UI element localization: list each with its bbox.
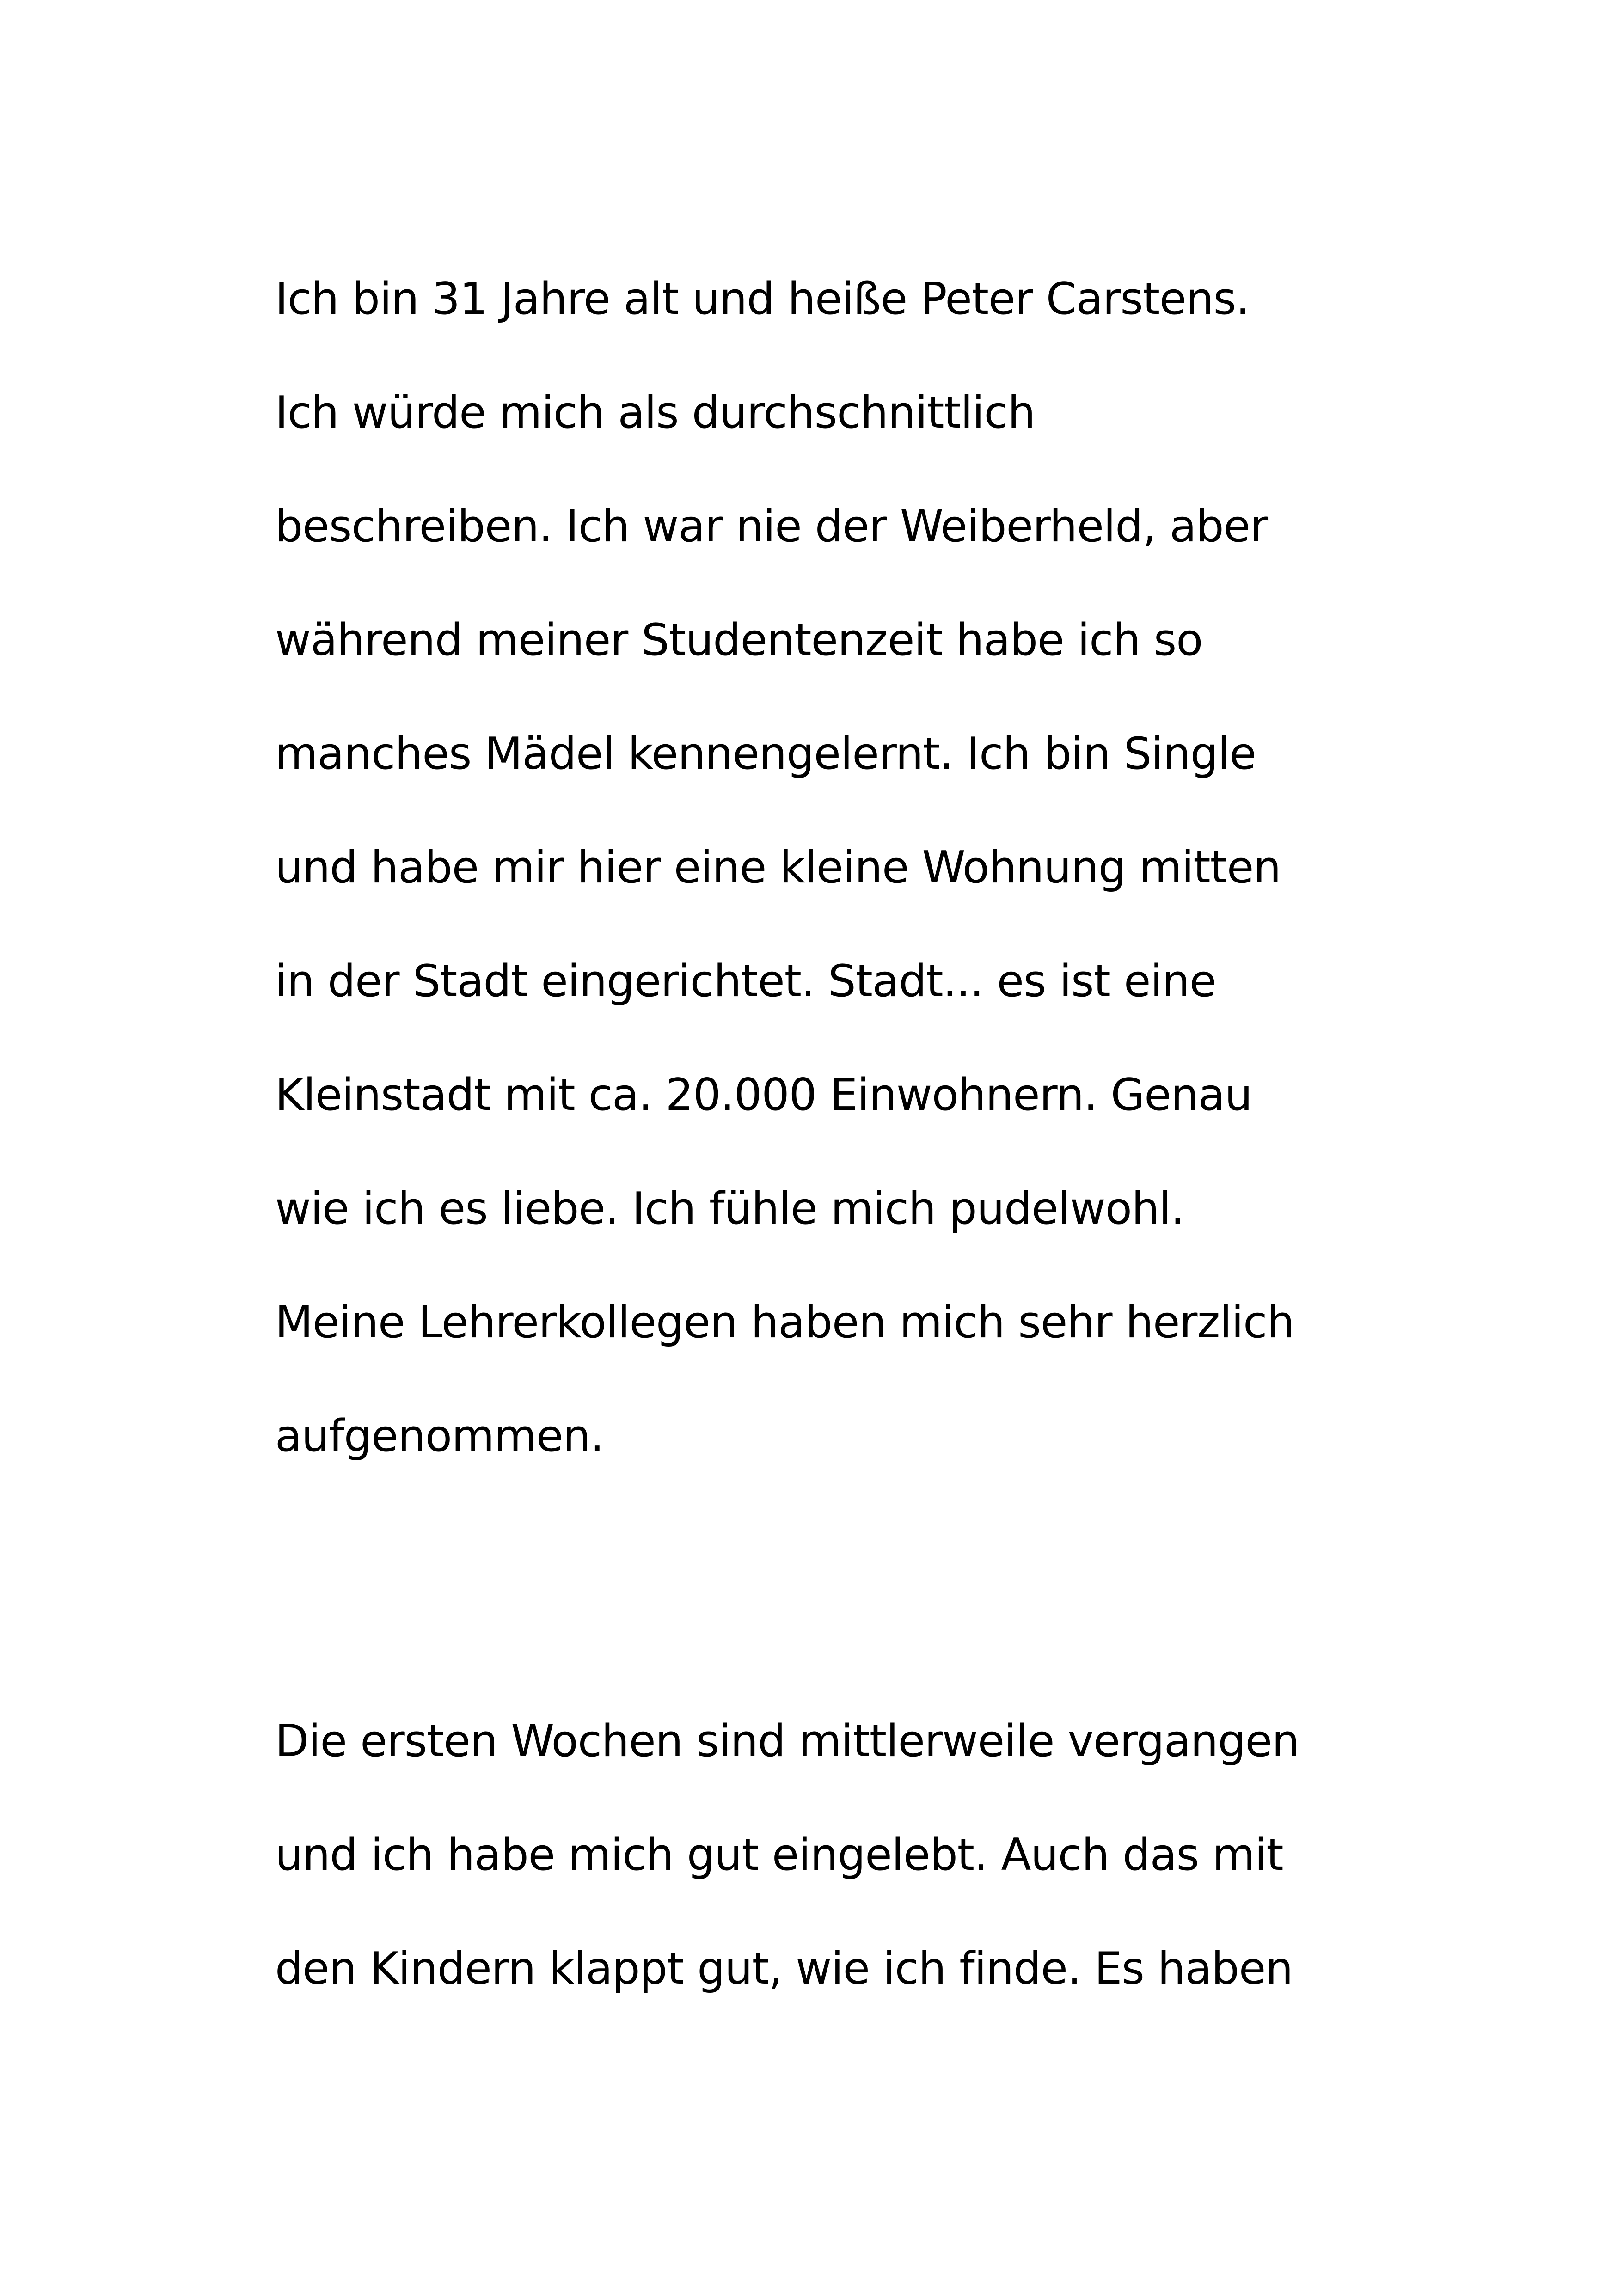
text-line: aufgenommen. bbox=[275, 1411, 604, 1462]
text-line: wie ich es liebe. Ich fühle mich pudelwohl. bbox=[275, 1183, 1184, 1234]
text-line: und ich habe mich gut eingelebt. Auch das mit bbox=[275, 1830, 1283, 1880]
text-line: den Kindern klappt gut, wie ich finde. Es haben bbox=[275, 1943, 1293, 1994]
text-line: Ich bin 31 Jahre alt und heiße Peter Carstens. bbox=[275, 274, 1250, 325]
text-line: Meine Lehrerkollegen haben mich sehr herzlich bbox=[275, 1297, 1294, 1348]
text-line: beschreiben. Ich war nie der Weiberheld, aber bbox=[275, 501, 1268, 552]
text-line: manches Mädel kennengelernt. Ich bin Single bbox=[275, 729, 1256, 779]
text-line: Die ersten Wochen sind mittlerweile vergangen bbox=[275, 1716, 1299, 1767]
text-line: während meiner Studentenzeit habe ich so bbox=[275, 615, 1203, 666]
text-line: Kleinstadt mit ca. 20.000 Einwohnern. Genau bbox=[275, 1070, 1252, 1120]
text-line: in der Stadt eingerichtet. Stadt... es ist eine bbox=[275, 956, 1216, 1007]
text-line: Ich würde mich als durchschnittlich bbox=[275, 387, 1035, 438]
text-line: und habe mir hier eine kleine Wohnung mitten bbox=[275, 842, 1281, 893]
